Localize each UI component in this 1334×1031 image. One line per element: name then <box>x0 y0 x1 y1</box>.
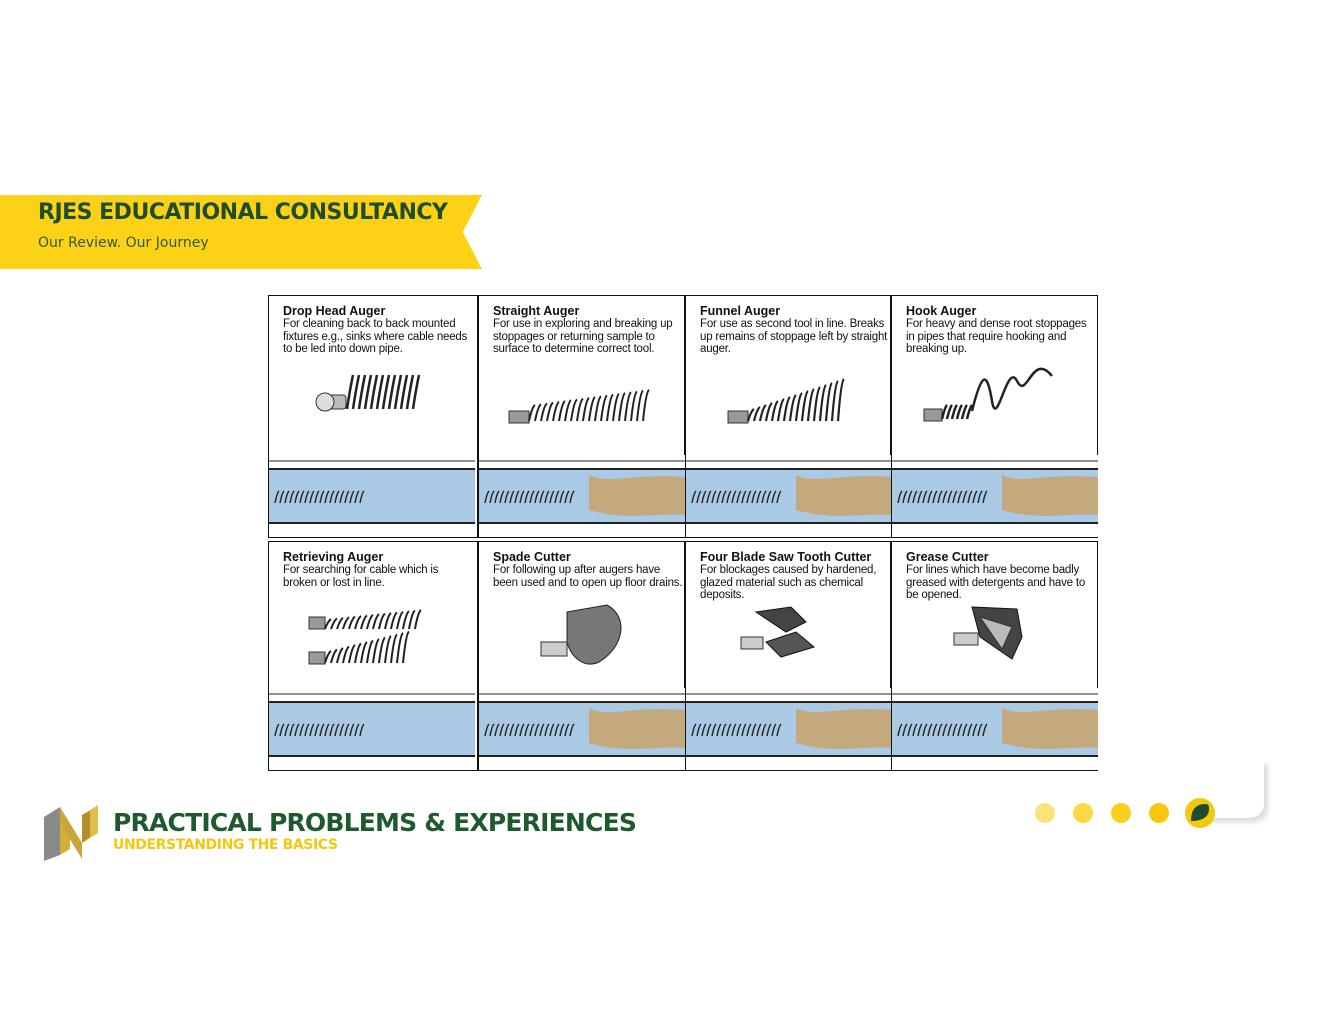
leaf-icon <box>1182 795 1218 831</box>
tool-title: Hook Auger <box>906 304 977 318</box>
tool-description: For lines which have become badly greased with detergents and have to be opened. <box>906 564 1086 601</box>
dot-2 <box>1073 803 1093 823</box>
tool-illustration-icon <box>269 597 475 697</box>
company-name: RJES EDUCATIONAL CONSULTANCY <box>38 200 448 225</box>
tool-cell <box>685 295 891 538</box>
dot-4 <box>1149 803 1169 823</box>
footer-title: PRACTICAL PROBLEMS & EXPERIENCES <box>113 808 637 837</box>
tool-description: For heavy and dense root stoppages in pipes that require hooking and breaking up. <box>906 318 1087 355</box>
tool-cell <box>268 295 478 538</box>
tool-illustration-icon <box>479 351 685 451</box>
tool-illustration-icon <box>479 597 685 697</box>
tool-title: Funnel Auger <box>700 304 781 318</box>
dot-3 <box>1111 803 1131 823</box>
pipe-illustration <box>269 688 475 770</box>
pipe-illustration <box>892 688 1098 770</box>
pipe-illustration <box>686 455 892 537</box>
tool-cell <box>891 295 1098 538</box>
tools-grid <box>268 295 1098 771</box>
pipe-illustration <box>892 455 1098 537</box>
tool-title: Retrieving Auger <box>283 550 384 564</box>
pipe-illustration <box>479 455 685 537</box>
tool-title: Four Blade Saw Tooth Cutter <box>700 550 872 564</box>
tool-description: For blockages caused by hardened, glazed material such as chemical deposits. <box>700 564 877 601</box>
tool-cell <box>268 541 478 771</box>
tool-description: For use as second tool in line. Breaks up remains of stoppage left by straight auger. <box>700 318 888 355</box>
tool-illustration-icon <box>892 351 1098 451</box>
auger-tools-figure <box>268 295 1098 771</box>
tool-cell <box>478 541 685 771</box>
tool-description: For following up after augers have been used and to open up floor drains. <box>493 564 683 589</box>
tool-cell <box>685 541 891 771</box>
tool-title: Drop Head Auger <box>283 304 386 318</box>
tool-illustration-icon <box>892 597 1098 697</box>
pipe-illustration <box>269 455 475 537</box>
tool-title: Spade Cutter <box>493 550 571 564</box>
tool-cell <box>478 295 685 538</box>
pipe-illustration <box>479 688 685 770</box>
tool-title: Straight Auger <box>493 304 580 318</box>
tool-description: For use in exploring and breaking up stoppages or returning sample to surface to determine correct tool. <box>493 318 673 355</box>
tool-description: For cleaning back to back mounted fixtures e.g., sinks where cable needs to be led into down pipe. <box>283 318 468 355</box>
pagination-dots <box>1030 795 1270 835</box>
dot-1 <box>1035 803 1055 823</box>
tool-title: Grease Cutter <box>906 550 989 564</box>
tool-illustration-icon <box>269 351 475 451</box>
tool-illustration-icon <box>686 351 892 451</box>
company-logo-icon <box>42 803 100 863</box>
pipe-illustration <box>686 688 892 770</box>
company-tagline: Our Review. Our Journey <box>38 235 209 251</box>
tool-description: For searching for cable which is broken or lost in line. <box>283 564 439 589</box>
tool-cell <box>891 541 1098 771</box>
footer-subtitle: UNDERSTANDING THE BASICS <box>113 837 338 853</box>
tool-illustration-icon <box>686 597 892 697</box>
